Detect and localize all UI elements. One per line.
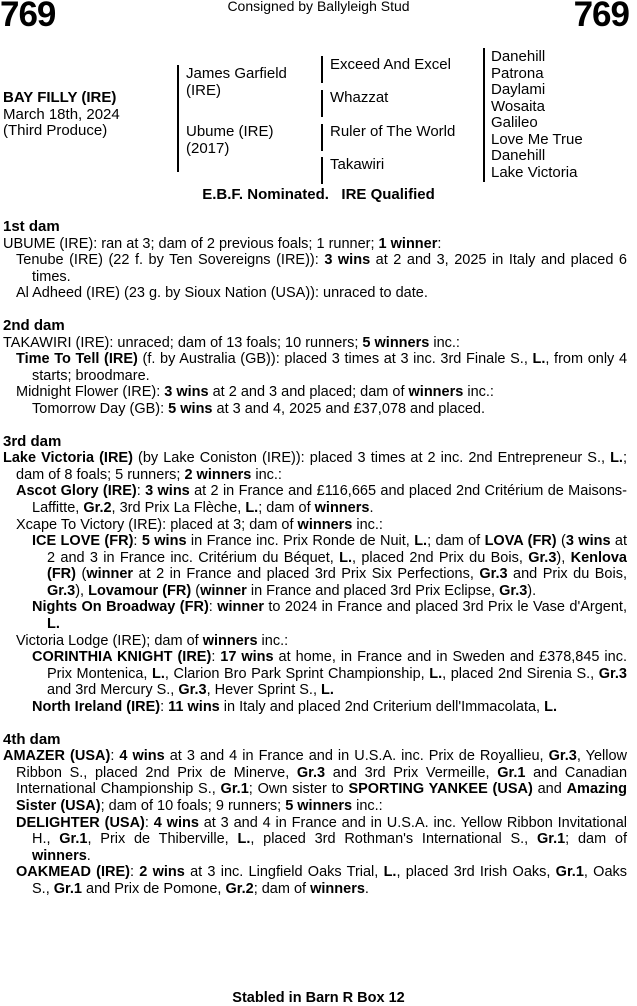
pedigree-sire: James Garfield (IRE) xyxy=(186,65,287,99)
pedigree-gen3-2: Ruler of The World xyxy=(330,123,456,140)
stabling-info: Stabled in Barn R Box 12 xyxy=(232,990,405,1006)
lot-number-left: 769 xyxy=(0,0,56,34)
pedigree-bracket-2d xyxy=(321,157,323,184)
produce-entry: Al Adheed (IRE) (23 g. by Sioux Nation (USA)): unraced to date. xyxy=(16,285,428,302)
produce-entry: Victoria Lodge (IRE); dam of winners inc.: xyxy=(16,632,289,649)
dam-section xyxy=(3,318,627,418)
section-heading: 1st dam xyxy=(3,218,60,235)
section-heading: 2nd dam xyxy=(3,316,65,334)
produce-record xyxy=(3,219,627,898)
produce-entry: Lake Victoria (IRE) (by Lake Coniston (IRE)): placed 3 times at 2 inc. 2nd Entrepreneur S., L.; dam of 8 foals; 5 runners; 2 winners inc.: xyxy=(3,450,627,483)
produce-entry: Time To Tell (IRE) (f. by Australia (GB)): placed 3 times at 3 inc. 3rd Finale S., L., from only 4 starts; broodmare. xyxy=(16,351,628,384)
pedigree-bracket-2b xyxy=(321,90,323,117)
produce-entry: Xcape To Victory (IRE): placed at 3; dam of winners inc.: xyxy=(16,516,383,533)
produce-entry: Nights On Broadway (FR): winner to 2024 in France and placed 3rd Prix le Vase d'Argent, L. xyxy=(32,599,627,633)
pedigree-bracket-1 xyxy=(177,65,179,172)
section-heading: 3rd dam xyxy=(3,432,62,450)
pedigree-bracket-2a xyxy=(321,56,323,83)
produce-entry: CORINTHIA KNIGHT (IRE): 17 wins at home, in France and in Sweden and £378,845 inc. Prix Montenica, L., Clarion Bro Park Sprint Championship, L., placed 2nd Sirenia S., Gr.3 and 3rd Mercury S., Gr.3, Hever Sprint S., L. xyxy=(32,649,627,699)
produce-entry: UBUME (IRE): ran at 3; dam of 2 previous foals; 1 runner; 1 winner: xyxy=(3,235,442,252)
pedigree-dam: Ubume (IRE) (2017) xyxy=(186,123,274,157)
nominations: E.B.F. Nominated. IRE Qualified xyxy=(202,186,435,203)
produce-entry: TAKAWIRI (IRE): unraced; dam of 13 foals; 10 runners; 5 winners inc.: xyxy=(3,334,460,351)
pedigree-gen3-1: Whazzat xyxy=(330,89,389,106)
produce-entry: AMAZER (USA): 4 wins at 3 and 4 in France and in U.S.A. inc. Prix de Royallieu, Gr.3, Yellow Ribbon S., placed 2nd Prix de Minerve, Gr.3 and 3rd Prix Vermeille, Gr.1 and Canadian International Championship S., Gr.1; Own sister to SPORTING YANKEE (USA) and Amazing Sister (USA); dam of 10 foals; 9 runners; 5 winners inc.: xyxy=(3,748,628,814)
horse-name: BAY FILLY (IRE) xyxy=(3,89,117,106)
lot-number-right: 769 xyxy=(573,0,629,34)
consignor: Consigned by Ballyleigh Stud xyxy=(227,0,410,14)
produce-entry: Tenube (IRE) (22 f. by Ten Sovereigns (IRE)): 3 wins at 2 and 3, 2025 in Italy and placed 6 times. xyxy=(16,252,627,285)
foaled-date: March 18th, 2024 xyxy=(3,105,120,123)
section-heading: 4th dam xyxy=(3,730,61,748)
pedigree-gen3-3: Takawiri xyxy=(330,156,385,173)
produce-entry: DELIGHTER (USA): 4 wins at 3 and 4 in France and in U.S.A. inc. Yellow Ribbon Invitational H., Gr.1, Prix de Thiberville, L., placed 3rd Rothman's International S., Gr.1; dam of winners. xyxy=(16,814,627,864)
produce-entry: ICE LOVE (FR): 5 wins in France inc. Prix Ronde de Nuit, L.; dam of LOVA (FR) (3 wins at 2 and 3 in France inc. Critérium du Béquet, L., placed 2nd Prix du Bois, Gr.3), Kenlova (FR) (winner at 2 in France and placed 3rd Prix Six Perfections, Gr.3 and Prix du Bois, Gr.3), Lovamour (FR) (winner in France and placed 3rd Prix Eclipse, Gr.3). xyxy=(32,533,628,599)
pedigree-bracket-3 xyxy=(483,48,485,182)
dam-section xyxy=(3,732,627,898)
dam-section xyxy=(3,219,627,302)
produce-entry: Tomorrow Day (GB): 5 wins at 3 and 4, 2025 and £37,078 and placed. xyxy=(32,400,486,417)
pedigree-bracket-2c xyxy=(321,124,323,151)
dam-section xyxy=(3,434,627,716)
produce-entry: OAKMEAD (IRE): 2 wins at 3 inc. Lingfield Oaks Trial, L., placed 3rd Irish Oaks, Gr.1, Oaks S., Gr.1 and Prix de Pomone, Gr.2; dam of winners. xyxy=(16,864,628,897)
produce-entry: Midnight Flower (IRE): 3 wins at 2 and 3 and placed; dam of winners inc.: xyxy=(16,384,494,401)
pedigree-gen4: Danehill Patrona Daylami Wosaita Galileo Love Me True Danehill Lake Victoria xyxy=(491,48,583,181)
horse-info xyxy=(3,90,120,140)
pedigree-gen3-0: Exceed And Excel xyxy=(330,56,451,73)
produce-entry: Ascot Glory (IRE): 3 wins at 2 in France and £116,665 and placed 2nd Critérium de Maisons-Laffitte, Gr.2, 3rd Prix La Flèche, L.; dam of winners. xyxy=(16,483,628,516)
produce-entry: North Ireland (IRE): 11 wins in Italy and placed 2nd Criterium dell'Immacolata, L. xyxy=(32,699,557,716)
produce-note: (Third Produce) xyxy=(3,122,108,139)
